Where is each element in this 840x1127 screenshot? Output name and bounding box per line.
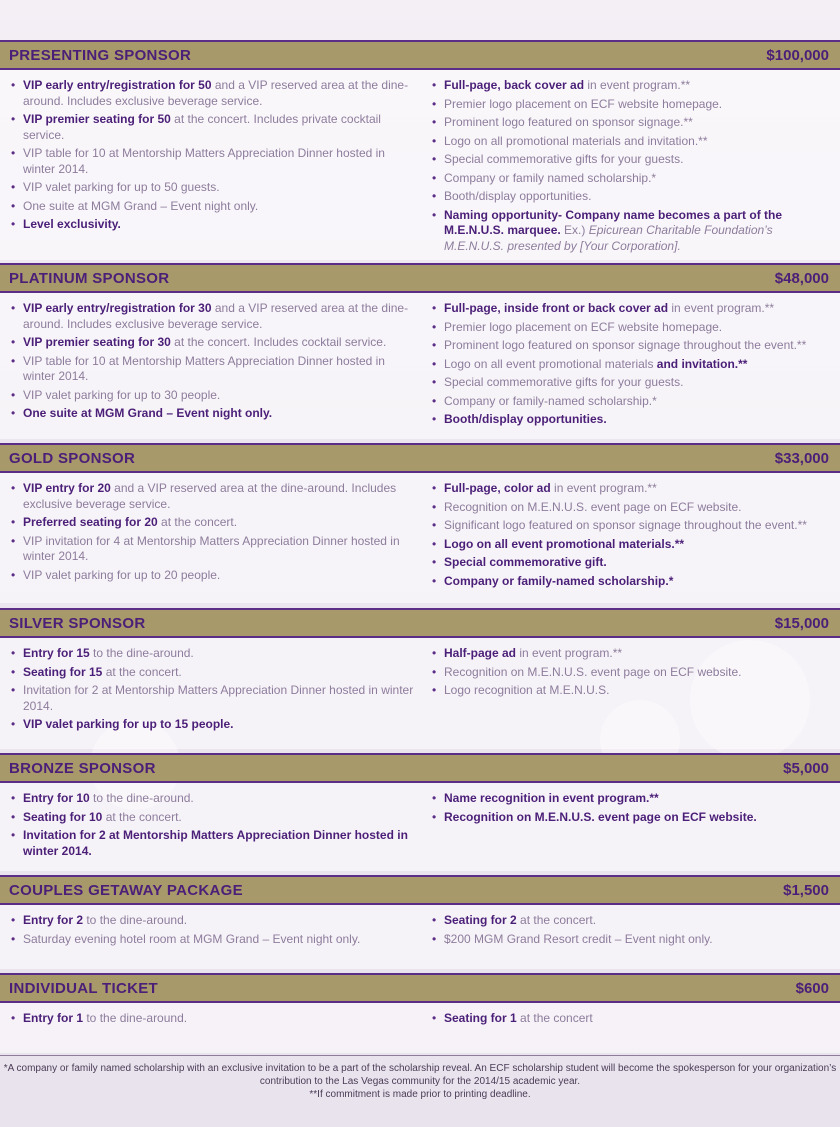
tier-price: $15,000	[774, 614, 829, 632]
benefit-item	[430, 932, 832, 948]
tier-header	[0, 263, 840, 293]
benefit-text: VIP table for 10 at Mentorship Matters Appreciation Dinner hosted in winter 2014.	[23, 353, 385, 383]
benefit-item	[9, 791, 418, 807]
benefit-highlight: VIP premier seating for 30	[23, 335, 171, 349]
benefit-text: VIP valet parking for up to 20 people.	[23, 567, 221, 582]
benefit-item	[9, 388, 418, 404]
footnote-deadline: **If commitment is made prior to printing deadline.	[309, 1089, 531, 1100]
benefits-column-left	[0, 913, 430, 963]
benefit-item	[9, 913, 418, 929]
benefit-text: Booth/display opportunities.	[444, 189, 592, 203]
benefit-text: at the concert	[516, 1011, 593, 1025]
benefit-highlight: VIP valet parking for up to 15 people.	[23, 717, 234, 731]
benefit-item	[9, 217, 418, 233]
benefit-item	[430, 500, 832, 516]
tier-section	[0, 753, 840, 871]
benefit-text: Special commemorative gifts for your guests.	[444, 375, 684, 389]
tier-title: SILVER SPONSOR	[9, 614, 146, 632]
benefit-item	[430, 1011, 832, 1027]
benefit-highlight: Naming opportunity- Company name becomes a part of the M.E.N.U.S. marquee.	[444, 207, 783, 237]
tier-header	[0, 40, 840, 70]
tier-title: PRESENTING SPONSOR	[9, 46, 192, 64]
benefit-highlight: VIP entry for 20	[23, 481, 111, 495]
benefit-item	[430, 375, 832, 391]
footnote	[0, 1055, 840, 1101]
benefit-item	[9, 335, 418, 351]
benefit-highlight: Entry for 1	[23, 1011, 84, 1025]
benefit-text: in event program.**	[550, 481, 657, 495]
benefit-item	[430, 208, 832, 255]
benefit-item	[430, 394, 832, 410]
benefit-text: at the concert.	[157, 515, 238, 529]
benefit-item	[9, 180, 418, 196]
benefit-item	[430, 555, 832, 571]
benefits-column-right	[430, 1011, 840, 1047]
benefit-highlight: Level exclusivity.	[23, 217, 121, 231]
benefit-item	[9, 828, 418, 859]
benefit-text: to the dine-around.	[89, 646, 194, 660]
tier-price: $1,500	[783, 881, 829, 899]
tier-price: $48,000	[774, 269, 829, 287]
tier-benefits	[0, 473, 840, 603]
benefit-item	[9, 301, 418, 332]
benefit-item	[430, 412, 832, 428]
benefit-item	[9, 1011, 418, 1027]
benefit-highlight: Half-page ad	[444, 646, 517, 660]
benefit-text: VIP table for 10 at Mentorship Matters Appreciation Dinner hosted in winter 2014.	[23, 146, 385, 176]
tier-benefits	[0, 638, 840, 749]
benefit-item	[9, 354, 418, 385]
benefits-column-right	[430, 913, 840, 963]
benefit-highlight: Special commemorative gift.	[444, 555, 607, 569]
benefits-column-right	[430, 481, 840, 597]
benefit-item	[430, 189, 832, 205]
benefit-text: and a VIP reserved area at the dine-around. Includes exclusive beverage service.	[23, 301, 409, 331]
benefit-highlight: Name recognition in event program.**	[444, 791, 659, 805]
benefit-item	[430, 115, 832, 131]
benefit-text: Recognition on M.E.N.U.S. event page on ECF website.	[444, 664, 742, 679]
benefit-highlight: VIP early entry/registration for 30	[23, 301, 212, 315]
benefit-item	[430, 646, 832, 662]
benefit-text: to the dine-around.	[89, 791, 194, 805]
tier-price: $600	[795, 979, 829, 997]
benefit-text: VIP valet parking for up to 30 people.	[23, 387, 221, 402]
benefit-text: Recognition on M.E.N.U.S. event page on ECF website.	[444, 499, 742, 514]
benefit-highlight: Seating for 1	[444, 1011, 517, 1025]
benefit-item	[430, 78, 832, 94]
benefit-item	[430, 320, 832, 336]
benefit-item	[430, 481, 832, 497]
benefit-text: Ex.)	[560, 223, 589, 237]
benefit-item	[9, 406, 418, 422]
benefit-text: One suite at MGM Grand – Event night only.	[23, 198, 259, 213]
benefit-text: at the concert.	[516, 913, 597, 927]
benefit-highlight: Entry for 2	[23, 913, 84, 927]
benefit-text: to the dine-around.	[83, 913, 188, 927]
tier-header	[0, 443, 840, 473]
benefit-item	[9, 146, 418, 177]
benefit-item	[9, 534, 418, 565]
tier-title: PLATINUM SPONSOR	[9, 269, 170, 287]
benefit-text: Saturday evening hotel room at MGM Grand – Event night only.	[23, 931, 361, 946]
benefit-text: Prominent logo featured on sponsor signage throughout the event.**	[444, 338, 807, 352]
tier-price: $33,000	[774, 449, 829, 467]
tier-benefits	[0, 70, 840, 260]
benefit-text: and a VIP reserved area at the dine-around. Includes exclusive beverage service.	[23, 78, 409, 108]
benefit-item	[430, 338, 832, 354]
tier-benefits	[0, 905, 840, 969]
tier-title: INDIVIDUAL TICKET	[9, 979, 158, 997]
benefit-text: VIP valet parking for up to 50 guests.	[23, 180, 220, 194]
benefit-text: Logo recognition at M.E.N.U.S.	[444, 683, 610, 697]
benefit-text: Special commemorative gifts for your guests.	[444, 152, 684, 166]
benefit-text: Prominent logo featured on sponsor signage.**	[444, 115, 693, 129]
benefit-item	[430, 152, 832, 168]
benefit-item	[9, 810, 418, 826]
tier-section	[0, 875, 840, 969]
benefit-text: Company or family named scholarship.*	[444, 170, 657, 185]
benefit-highlight: Entry for 15	[23, 646, 90, 660]
benefit-item	[9, 646, 418, 662]
benefits-column-right	[430, 301, 840, 433]
benefit-item	[430, 518, 832, 534]
benefit-item	[430, 810, 832, 826]
benefit-highlight: Company or family-named scholarship.*	[444, 573, 674, 588]
benefit-item	[430, 791, 832, 807]
benefit-highlight: Full-page, back cover ad	[444, 78, 585, 92]
benefit-text: at the concert.	[102, 809, 182, 824]
benefit-text: $200 MGM Grand Resort credit – Event night only.	[444, 931, 713, 946]
benefit-highlight: VIP premier seating for 50	[23, 112, 171, 126]
benefit-item	[430, 301, 832, 317]
benefits-column-left	[0, 301, 430, 433]
benefit-text: Significant logo featured on sponsor signage throughout the event.**	[444, 518, 807, 532]
tier-header	[0, 608, 840, 638]
tier-header	[0, 753, 840, 783]
benefit-text: in event program.**	[516, 646, 623, 660]
benefit-highlight: Seating for 10	[23, 809, 103, 824]
benefit-item	[430, 357, 832, 373]
benefits-column-right	[430, 78, 840, 254]
benefit-item	[9, 568, 418, 584]
benefit-text: Logo on all promotional materials and invitation.**	[444, 133, 708, 148]
benefit-item	[430, 97, 832, 113]
benefits-column-left	[0, 78, 430, 254]
benefit-highlight: Entry for 10	[23, 791, 90, 805]
benefit-text: Invitation for 2 at Mentorship Matters Appreciation Dinner hosted in winter 2014.	[23, 683, 414, 713]
benefit-text: in event program.**	[668, 301, 775, 315]
benefit-highlight: Seating for 2	[444, 913, 517, 927]
benefit-item	[9, 515, 418, 531]
tier-benefits	[0, 293, 840, 439]
benefit-text: Premier logo placement on ECF website homepage.	[444, 319, 723, 334]
benefit-item	[430, 574, 832, 590]
benefits-column-right	[430, 791, 840, 865]
tier-price: $100,000	[766, 46, 829, 64]
benefits-column-right	[430, 646, 840, 743]
benefit-item	[430, 537, 832, 553]
benefit-highlight: Full-page, inside front or back cover ad	[444, 301, 669, 315]
tier-section	[0, 263, 840, 439]
benefit-highlight: VIP early entry/registration for 50	[23, 78, 212, 92]
benefit-item	[9, 78, 418, 109]
benefit-highlight: Full-page, color ad	[444, 481, 551, 495]
benefit-highlight: Booth/display opportunities.	[444, 412, 607, 426]
benefit-text: at the concert. Includes private cocktail service.	[23, 112, 381, 142]
tier-section	[0, 608, 840, 749]
benefit-highlight: Preferred seating for 20	[23, 515, 158, 529]
benefit-item	[9, 683, 418, 714]
benefit-text: in event program.**	[584, 78, 691, 92]
tier-header	[0, 875, 840, 905]
tier-section	[0, 973, 840, 1053]
footnote-scholarship: *A company or family named scholarship with an exclusive invitation to be a part of the scholarship reveal. An ECF scholarship student will become the spokesperson for your organization’s contribution to the Las Vegas community for the 2014/15 academic year.	[3, 1063, 837, 1087]
benefits-column-left	[0, 1011, 430, 1047]
benefit-text: Premier logo placement on ECF website homepage.	[444, 96, 723, 111]
benefit-item	[430, 134, 832, 150]
benefit-item	[430, 171, 832, 187]
tier-title: COUPLES GETAWAY PACKAGE	[9, 881, 243, 899]
benefit-example: Epicurean Charitable Foundation’s M.E.N.U.S. presented by [Your Corporation].	[444, 223, 773, 253]
benefits-column-left	[0, 791, 430, 865]
tier-title: BRONZE SPONSOR	[9, 759, 156, 777]
benefit-item	[430, 683, 832, 699]
tier-benefits	[0, 783, 840, 871]
benefit-text: at the concert. Includes cocktail service.	[170, 335, 387, 349]
tier-header	[0, 973, 840, 1003]
benefit-item	[9, 717, 418, 733]
benefit-item	[9, 932, 418, 948]
benefit-item	[430, 665, 832, 681]
tier-section	[0, 40, 840, 260]
benefit-item	[9, 112, 418, 143]
benefit-item	[430, 913, 832, 929]
benefit-text: VIP invitation for 4 at Mentorship Matters Appreciation Dinner hosted in winter 2014.	[23, 533, 400, 563]
benefit-highlight: Logo on all event promotional materials.**	[444, 536, 685, 551]
benefit-text: and a VIP reserved area at the dine-around. Includes exclusive beverage service.	[23, 481, 397, 511]
benefit-item	[9, 665, 418, 681]
benefit-highlight: and invitation.**	[656, 356, 748, 371]
tier-price: $5,000	[783, 759, 829, 777]
benefit-text: Logo on all event promotional materials	[444, 356, 657, 371]
tier-benefits	[0, 1003, 840, 1053]
benefit-item	[9, 481, 418, 512]
benefit-highlight: Seating for 15	[23, 664, 103, 679]
benefit-text: at the concert.	[102, 664, 182, 679]
benefit-highlight: One suite at MGM Grand – Event night only.	[23, 406, 273, 420]
benefit-item	[9, 199, 418, 215]
benefits-column-left	[0, 646, 430, 743]
benefit-text: Company or family-named scholarship.*	[444, 393, 657, 408]
benefit-text: to the dine-around.	[83, 1011, 188, 1025]
benefits-column-left	[0, 481, 430, 597]
benefit-highlight: Invitation for 2 at Mentorship Matters Appreciation Dinner hosted in winter 2014.	[23, 828, 408, 858]
tier-section	[0, 443, 840, 603]
tier-title: GOLD SPONSOR	[9, 449, 136, 467]
benefit-highlight: Recognition on M.E.N.U.S. event page on ECF website.	[444, 809, 757, 824]
